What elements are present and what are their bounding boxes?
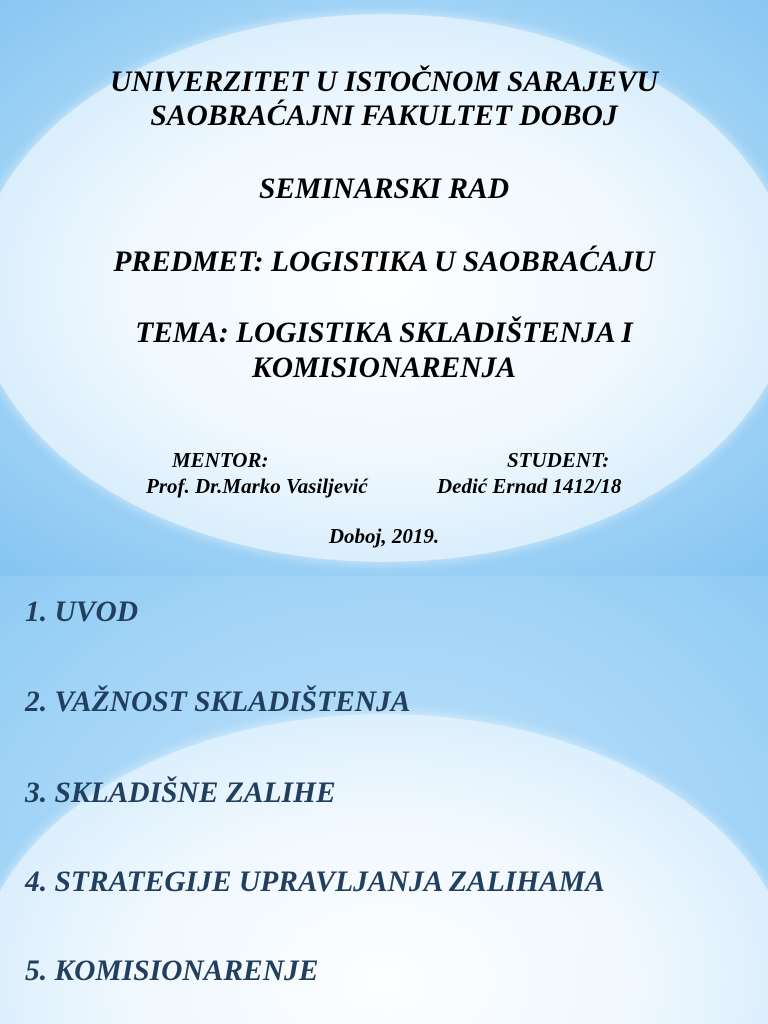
topic-line-1: TEMA: LOGISTIKA SKLADIŠTENJA I — [135, 317, 633, 349]
contents-item: 3. SKLADIŠNE ZALIHE — [25, 777, 336, 809]
contents-slide — [0, 576, 768, 1024]
topic-line-2: KOMISIONARENJA — [252, 352, 516, 384]
subject-line: PREDMET: LOGISTIKA U SAOBRAĆAJU — [113, 246, 655, 278]
document-type: SEMINARSKI RAD — [258, 173, 510, 205]
contents-item: 2. VAŽNOST SKLADIŠTENJA — [25, 686, 411, 718]
mentor-label: MENTOR: — [172, 448, 269, 472]
student-name: Dedić Ernad 1412/18 — [437, 474, 622, 498]
student-label: STUDENT: — [507, 448, 610, 472]
university-name: UNIVERZITET U ISTOČNOM SARAJEVU — [110, 66, 658, 98]
contents-item: 1. UVOD — [25, 596, 139, 628]
contents-item: 4. STRATEGIJE UPRAVLJANJA ZALIHAMA — [25, 866, 605, 898]
faculty-name: SAOBRAĆAJNI FAKULTET DOBOJ — [150, 100, 618, 132]
mentor-name: Prof. Dr.Marko Vasiljević — [146, 474, 368, 498]
contents-item: 5. KOMISIONARENJE — [25, 955, 319, 987]
place-date: Doboj, 2019. — [328, 524, 440, 548]
